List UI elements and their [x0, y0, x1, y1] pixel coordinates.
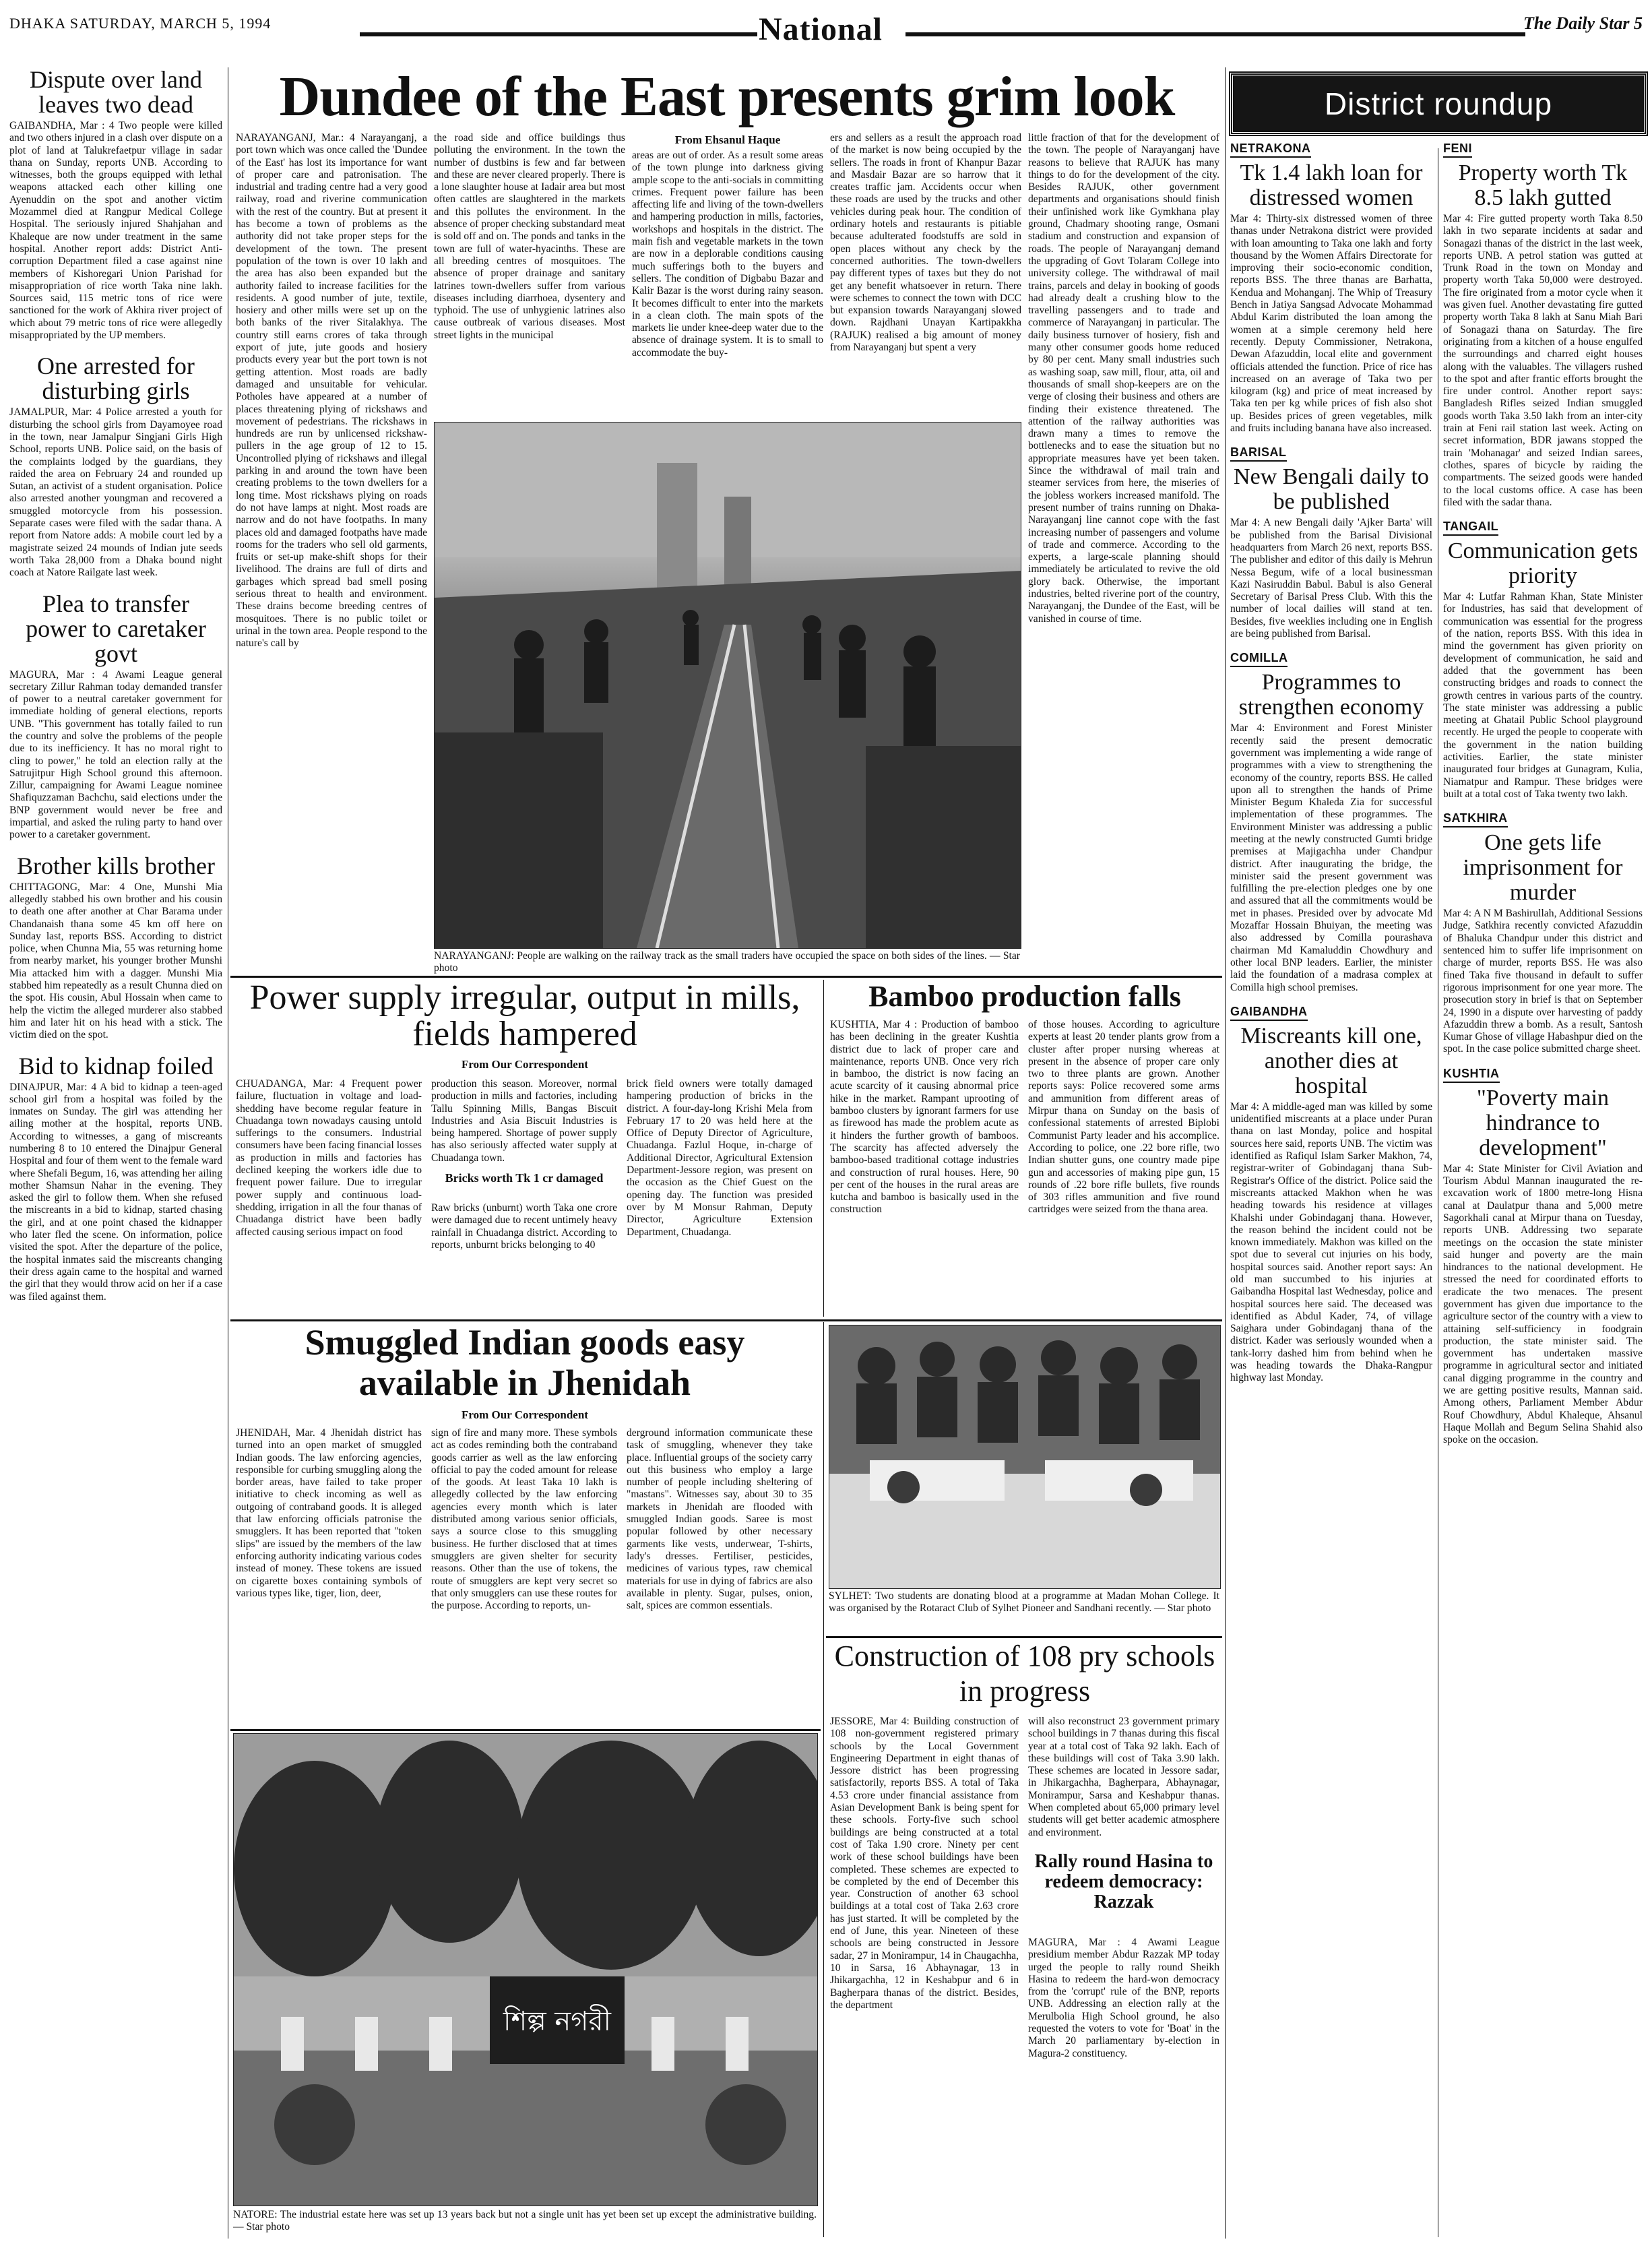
kushtia-body: Mar 4: State Minister for Civil Aviation and Tourism Abdul Mannan inaugurated the re-excavation work of 1800 metre-long Hisna canal at Daulatpur thana and 5,000 metre Sagorkhali canal at Mirpur thana on Tuesday, reports UNB. Addressing two separate meetings on the occasion the state minister said hunger and poverty are the main hindrances to the national development. He stressed the need for coordinated efforts to eradicate the two menaces. The present government has given due importance to the agriculture sector of the country with a view to attaining self-sufficiency in foodgrain production, the state minister said. The government has undertaken massive programme in agricultural sector and initiated canal digging programme in the country and we are getting positive results, Mannan said. Among others, Parliament Member Abdur Rouf Chowdhury, Abdul Khaleque, Ahsanul Haque Mollah and Begum Selina Shahid also spoke on the occasion.: [1443, 1162, 1643, 1446]
feni-headline: Property worth Tk 8.5 lakh gutted: [1458, 160, 1628, 210]
headline-brother: Brother kills brother: [17, 852, 215, 879]
story-arrested: JAMALPUR, Mar: 4 Police arrested a youth for disturbing the school girls from Dayamoyee road in the town, near Jamalpur Singjani Girls High School, reports UNB. Police said, on the basis of the complaints lodged by the guardians, they raided the area on February 24 and rounded up Sutan, an activist of a student organisation. Police also arrested another youngman and recovered a smuggled motorcycle from his possession. Separate cases were filed with the sadar thana. A report from Natore adds: A mobile court led by a magistrate seized 24 mounds of Indian jute seeds worth Taka 28,000 from a Dhaka bound night coach at Natore Railgate last week.: [9, 406, 222, 579]
smuggled-col-2: sign of fire and many more. These symbols act as codes reminding both the contraband goods carrier as well as the law enforcing official to pay the coded amount for release of the goods. At least Taka 10 lakh is allegedly collected by the law enforcing agencies every month which is later distributed among various senior officials, says a source close to this smuggling business. He further disclosed that at times smugglers are given shelter for security reasons. Other than the use of tokens, the route of smugglers are kept very secret so that only smugglers can use these routes for the purpose. According to reports, un-: [431, 1427, 617, 1612]
kushtia-headline: "Poverty main hindrance to development": [1476, 1085, 1610, 1160]
comilla-headline: Programmes to strengthen economy: [1238, 670, 1424, 720]
roundup-banner: [1230, 73, 1647, 135]
satkhira-headline: One gets life imprisonment for murder: [1463, 830, 1623, 906]
headline-plea: Plea to transfer power to caretaker govt: [26, 590, 206, 667]
gaibandha-headline: Miscreants kill one, another dies at hospital: [1240, 1023, 1422, 1098]
bamboo-col-2: of those houses. According to agriculture experts at least 20 tender plants grow from a cluster after proper nursing whereas at present in the absence of proper care only two to three plants are grown. Another reports says: Police recovered some arms and ammunition from different areas of Mirpur thana on Sunday on the basis of confessional statements of arrested Biplobi Communist Party leader and his accomplice. According to police, one .22 bore rifle, two Indian shutter guns, one country made pipe gun and accessories of making pipe gun, 15 rounds of .22 bore rifle bullets, five rounds of 303 rifles ammunition and five round cartridges were seized from the thana area.: [1028, 1019, 1219, 1216]
story-plea: MAGURA, Mar : 4 Awami League general secretary Zillur Rahman today demanded transfer of power to a neutral caretaker government for immediate holding of general elections, reports UNB. "This government has totally failed to run the country and solve the problems of the people due to its inefficiency. It has no moral right to cling to power," he told an election rally at the Satrujitpur High School ground this afternoon. Zillur, campaigning for Awami League nominee Shafiquzzaman Bachchu, said elections under the BNP government would never be free and impartial, and asked the ruling party to hand over power to a caretaker government.: [9, 668, 222, 841]
power-col-2b: Raw bricks (unburnt) worth Taka one crore were damaged due to recent untimely heavy rainfall in Chuadanga district. According to reports, unburnt bricks belonging to 40: [431, 1202, 617, 1251]
satkhira-body: Mar 4: A N M Bashirullah, Additional Sessions Judge, Satkhira recently convicted Afazuddin of Bhaluka Chandpur under this district and sentenced him to suffer life imprisonment on charge of murder, reports BSS. He was also fined Taka five thousand in default to suffer rigorous imprisonment for one year more. The prosecution story in brief is that on September 24, 1990 in a dispute over harvesting of paddy Afazuddin threw a bomb. As a result, Santosh Kumar Ghose of village Habashpur died on the spot. In the case police submitted charge sheet.: [1443, 908, 1643, 1055]
bricks-subhead: Bricks worth Tk 1 cr damaged: [445, 1171, 604, 1185]
bamboo-headline: Bamboo production falls: [868, 980, 1181, 1013]
power-headline: Power supply irregular, output in mills, fields hampered: [249, 978, 800, 1053]
power-col-1: CHUADANGA, Mar: 4 Frequent power failure, fluctuation in voltage and load-shedding have become regular feature in Chuadanga town nowadays causing untold sufferings to the consumers. Industrial consumers have been facing financial losses as production in mills and factories has declined keeping the workers idle due to frequent power failure. Due to irregular power supply and continuous load-shedding, irrigation in all the four thanas of Chuadanga district have been badly affected causing serious impact on food: [236, 1078, 422, 1238]
roundup-col-b: [1443, 142, 1643, 1447]
dateline: DHAKA SATURDAY, MARCH 5, 1994: [9, 15, 272, 32]
region-kushtia: KUSHTIA: [1443, 1067, 1500, 1083]
power-col-3: brick field owners were totally damaged hampering production of bricks in the district. A four-day-long Krishi Mela from February 17 to 20 was held here at the Office of Deputy Director of Agriculture, Chuadanga. Fazlul Hoque, in-charge of Additional Director, Agricultural Extension Department-Jessore region, was present on the occasion as the Chief Guest on the opening day. The function was presided over by M Monsur Rahman, Deputy Director, Agriculture Extension Department, Chuadanga.: [627, 1078, 813, 1238]
roundup-col-a: [1230, 142, 1432, 1385]
industrial-estate-graphic: [234, 1734, 817, 2206]
column-rule: [823, 980, 824, 1317]
tangail-headline: Communication gets priority: [1447, 538, 1639, 589]
barisal-headline: New Bengali daily to be published: [1234, 464, 1429, 515]
column-rule: [823, 1322, 824, 2237]
region-satkhira: SATKHIRA: [1443, 811, 1508, 827]
netrakona-body: Mar 4: Thirty-six distressed women of three thanas under Netrakona district were provided with loan amounting to Taka one lakh and forty thousand by the Women Affairs Directorate for improving their socio-economic condition, reports BSS. The three thanas are Barhatta, Kendua and Mohanganj. The Whip of Treasury Bench in Jatiya Sangsad Advocate Mohammad Abdul Karim distributed the loan among the women at a simple ceremony held here recently. Deputy Commissioner, Netrakona, Dewan Afazuddin, local elite and government officials attended the function. Price of rice has increased on an average of Taka two per kilogram (kg) and price of meat increased by Taka ten per kg while prices of fish also shot up. Besides prices of green vegetables, milk and fruits including banana have also increased.: [1230, 213, 1432, 435]
lead-byline: From Ehsanul Haque: [674, 133, 781, 146]
section-title: National: [759, 11, 883, 47]
rally-headline: Rally round Hasina to redeem democracy: Razzak: [1034, 1851, 1213, 1912]
lead-photo: [434, 422, 1021, 949]
netrakona-headline: Tk 1.4 lakh loan for distressed women: [1240, 160, 1423, 210]
region-comilla: COMILLA: [1230, 651, 1288, 667]
section-divider: [230, 976, 1222, 978]
region-feni: FENI: [1443, 142, 1472, 158]
rally-body: MAGURA, Mar : 4 Awami League presidium member Abdur Razzak MP today urged the people to rally round Sheikh Hasina to redeem the hard-won democracy from the 'corrupt' rule of the BNP, reports UNB. Addressing an election rally at the Merulbolia High School ground, he also requested the voters to vote for 'Boat' in the March 20 parliamentary by-election in Magura-2 constituency.: [1028, 1937, 1219, 2059]
region-gaibandha: GAIBANDHA: [1230, 1005, 1308, 1021]
headline-kidnap: Bid to kidnap foiled: [18, 1052, 214, 1080]
story-kidnap: DINAJPUR, Mar: 4 A bid to kidnap a teen-aged school girl from a hospital was foiled by the inmates on Sunday. The girl was attending her ailing mother at the hospital, reports UNB. According to witnesses, a gang of miscreants numbering 8 to 10 entered the Dinajpur General Hospital and four of them went to the female ward where Shefali Begum, 16, was attending her ailing mother Shamsun Nahar in the evening. They asked the girl to follow them. When she refused the miscreants in a bid to kidnap, started chasing the girl, and at one point chased the kidnapper who later fled the scene. On information, police visited the spot. After the departure of the police, the hospital inmates said the miscreants changing their dress again came to the hospital and warned the girl that they would throw acid on her if a case was filed against them.: [9, 1081, 222, 1303]
schools-col-2: will also reconstruct 23 government primary school buildings in 7 thanas during this fiscal year at a total cost of Taka 92 lakh. Each of these buildings will cost of Taka 3.90 lakh. These schemes are located in Jessore sadar, in Jhikargachha, Bagherpara, Abhaynagar, Monirampur, Sarsa and Keshabpur thanas. When completed about 65,000 primary level students will get better academic atmosphere and environment.: [1028, 1716, 1219, 1838]
natore-caption: NATORE: The industrial estate here was set up 13 years back but not a single unit has yet been set up except the administrative building. — Star photo: [233, 2209, 817, 2232]
region-barisal: BARISAL: [1230, 445, 1287, 462]
smuggled-col-3: derground information communicate these task of smuggling, whenever they take place. Influential groups of the society carry out this business who employ a large number of people including sheltering of "mastans". Witnesses say, about 30 to 35 markets in Jhenidah are flooded with smuggled Indian goods. Saree is most popular followed by other necessary garments like vests, underwear, T-shirts, lady's dresses. Fertiliser, pesticides, medicines of various types, raw chemical materials for use in dying of fabrics are also available in plenty. Sugar, pulses, onion, salt, spices are common essentials.: [627, 1427, 813, 1612]
roundup-banner-title: District roundup: [1324, 86, 1553, 121]
feni-body: Mar 4: Fire gutted property worth Taka 8.50 lakh in two separate incidents at sadar and Sonagazi thanas of the district in the last week, reports UNB. A petrol station was gutted at Trunk Road in the town on Monday and property worth Taka 50,000 were destroyed. The fire originated from a motor cycle when it was given fuel. Another devastating fire gutted property worth Taka 8 lakh at Sanu Miah Bari of Sonagazi thana on Saturday. The fire originating from a kitchen of a house engulfed the surroundings and charred eight houses along with the valuables. The villagers rushed to the spot and after frantic efforts brought the fire under control. Another report says: Bangladesh Rifles seized Indian smuggled goods worth Taka 3.50 lakh from an inter-city train at Feni rail station last week. Acting on secret information, BDR jawans stopped the train 'Mohanagar' and seized Indian sarees, clothes, spares of bicycle by raiding the compartments. The seized goods were handed to the local customs office. A case has been filed with the sadar thana.: [1443, 213, 1643, 508]
blood-donation-graphic: [829, 1325, 1220, 1588]
lead-col-1: NARAYANGANJ, Mar.: 4 Narayanganj, a port town which was once called the 'Dundee of the East' has lost its importance for want of proper care and patronisation. The industrial and trading centre had a very good railway, road and riverine communication with the rest of the country. But at present it has become a town of problems as the authority did not take proper steps for the development of the town. The present population of the town is over 10 lakh and the area has also been expanded but the authority failed to increase facilities for the residents. A good number of jute, textile, hosiery and other mills were set up on the both banks of the river Sitalakhya. The country still earns crores of taka through export of jute, jute goods and hosiery products every year but the port town is not getting attention. Most roads are badly damaged and unsuitable for vehicular. Potholes have appeared at a number of places threatening plying of rickshaws and movement of pedestrians. The rickshaws in hundreds are run by unlicensed rickshaw-pullers in the age group of 12 to 15. Uncontrolled plying of rickshaws and illegal parking in and around the town have been creating problems to the town dwellers for a long time. Most rickshaws plying on roads do not have lamps at night. Most roads are narrow and do not have footpaths. In many places old and damaged footpaths have made rooms for the traders who sell old garments, fruits or set-up make-shift shops for their livelihood. The drains are full of dirts and garbages which spread bad smell posing serious threat to health and environment. These drains become breeding centres of mosquitoes. There is no public toilet or urinal in the town area. People respond to the nature's call by: [236, 132, 427, 650]
section-rule-right: [906, 32, 1525, 36]
power-col-2: production this season. Moreover, normal production in mills and factories, including Tallu Spinning Mills, Bangas Biscuit Industries and Asia Biscuit Industries is being hampered. Shortage of power supply has also seriously affected water supply at Chuadanga town.: [431, 1078, 617, 1164]
headline-arrested: One arrested for disturbing girls: [37, 352, 195, 405]
section-rule-left: [360, 32, 757, 36]
tangail-body: Mar 4: Lutfar Rahman Khan, State Minister for Industries, has said that development of communication was essential for the progress of the nation, reports BSS. With this idea in mind the government has given priority on development of communication, he said and added that the government has been constructing bridges and roads to connect the growth centres in various parts of the country. The state minister was addressing a public meeting at Ghatail Public School playground recently. He urged the people to cooperate with the government in the nation building activities. Earlier, the state minister inaugurated four bridges at Gunagram, Kulia, Niamatpur and Rampur. These bridges were built at a total cost of Taka twenty two lakh.: [1443, 591, 1643, 800]
natore-sign-text: শিল্প নগরী: [503, 2006, 611, 2037]
power-byline: From Our Correspondent: [462, 1058, 588, 1071]
smuggled-byline: From Our Correspondent: [462, 1408, 588, 1421]
sylhet-caption: SYLHET: Two students are donating blood at a programme at Madan Mohan College. It was organised by the Rotaract Club of Sylhet Pioneer and Sandhani recently. — Star photo: [829, 1590, 1219, 1614]
bamboo-col-1: KUSHTIA, Mar 4 : Production of bamboo has been declining in the greater Kushtia district due to lack of proper care and maintenance, reports UNB. Once very rich in bamboo, the district is now facing an acute scarcity of it causing abnormal price hike in the market. Rampant uprooting of bamboo clusters by ignorant farmers for use as firewood has made the problem acute as it hinders the further growth of bamboos. The scarcity has affected adversely the bamboo-based traditional cottage industries and construction of rural houses. Here, 90 per cent of the houses in the rural areas are kutcha and bamboo is basically used in the construction: [830, 1019, 1019, 1216]
column-rule: [1225, 67, 1226, 2239]
smuggled-col-1: JHENIDAH, Mar. 4 Jhenidah district has turned into an open market of smuggled Indian goods. The law enforcing agencies, responsible for curbing smuggling along the border areas, have failed to take proper initiative to check incoming as well as outgoing of contraband goods. It is alleged that law enforcing officials patronise the smugglers. It has been reported that "token slips" are issued by the members of the law enforcing authority indicating various codes instead of money. These tokens are issued on cigarette boxes containing symbols of various types like, tiger, lion, deer,: [236, 1427, 422, 1599]
barisal-body: Mar 4: A new Bengali daily 'Ajker Barta' will be published from the Barisal Divisional headquarters from March 26 next, reports BSS. The publisher and editor of this daily is Mehrun Nessa Begum, wife of a local businessman Kazi Nasiruddin Babul. Babul is also General Secretary of Barisal Press Club. With this the number of local dailies will stand at ten. Besides, five weeklies including one in English are being published from Barisal.: [1230, 517, 1432, 640]
masthead: [9, 8, 1643, 58]
lead-col-2: the road side and office buildings thus polluting the environment. In the town the number of dustbins is few and far between and these are never cleared properly. There is a lone slaughter house at Iadair area but most often cattles are slaughtered in the markets and this pollutes the environment. In the absence of proper checking substandard meat is sold off and on. The ponds and tanks in the town are full of water-hyacinths. These are all breeding centres of mosquitoes. The absence of proper drainage and sanitary latrines town-dwellers suffer from various diseases including diarrhoea, dysentery and typhoid. The use of unhygienic latrines also cause outbreak of various diseases. Most street lights in the municipal: [434, 132, 625, 341]
lead-col-4: ers and sellers as a result the approach road of the market is now being occupied by the sellers. The roads in front of Khanpur Bazar and Masdair Bazar are so harrow that it creates traffic jam. Accidents occur when these roads are used by the trucks and other vehicles during peak hour. The condition of ordinary hotels and restaurants is pitiable because adulterated foodstuffs are sold in open places without any check by the concerned authorities. The town-dwellers pay different types of taxes but they do not get any benefit whatsoever in return. There were schemes to connect the town with DCC but expansion towards Narayanganj slowed down. Rajdhani Unayan Kartipakkha (RAJUK) realised a big amount of money from Narayanganj but spent a very: [830, 132, 1021, 354]
lead-col-3: areas are out of order. As a result some areas of the town plunge into darkness giving ample scope to the anti-socials in committing crimes. Frequent power failure has been affecting life and living of the town-dwellers and hampering production in mills, factories, workshops and hospitals in the district. The main fish and vegetable markets in the town are now in a deplorable conditions causing much sufferings both to the buyers and sellers. The condition of Digbabu Bazar and Kalir Bazar is the worst during rainy season. It becomes difficult to enter into the markets in a clean cloth. The main spots of the markets lie under knee-deep water due to the absence of drainage system. It is to small to accommodate the buy-: [632, 150, 823, 358]
story-dispute: GAIBANDHA, Mar : 4 Two people were killed and two others injured in a clash over dispute on a plot of land at Talukrefaetpur village in sadar thana on Sunday, reports UNB. According to witnesses, both the groups equipped with lethal weapons attacked each other killing one Ayenuddin on the spot and another victim Mozammel died at Rangpur Medical College Hospital. The seriously injured Shahjahan and Khaleque are now under treatment in the same hospital. Another report adds: District Anti-corruption Department filed a case against nine members of Kishoregari Union Parishad for misappropriation of rice worth Taka nine lakh. Sources said, 115 metric tons of rice were sanctioned for the work of Akhira river project of which about 79 metric tons of rice were allegedly misappropriated by the UP members.: [9, 120, 222, 342]
comilla-body: Mar 4: Environment and Forest Minister recently said the present democratic government was implementing a wide range of programmes with a view to strengthening the economy of the country, reports BSS. He called upon all to strengthen the hands of Prime Minister Begum Khaleda Zia for successful implementation of these programmes. The Environment Minister was addressing a public meeting at the newly constructed Gumti bridge premises at Majigachha under Chandpur district. After inaugurating the bridge, the minister said the present government was fulfilling the pre-election pledges one by one and assured that all the commitments would be met in phases. Presided over by advocate Md Mozaffar Hossain Bhuiyan, the meeting was also addressed by Comilla pourashava chairman Md Kamaluddin Chowdhury and other local BNP leaders. Earlier, the minister laid the foundation of a madrasa complex at Comilla high school premises.: [1230, 722, 1432, 993]
paper-name: The Daily Star 5: [1523, 13, 1643, 33]
railway-scene-graphic: [435, 423, 1021, 948]
lead-headline: Dundee of the East presents grim look: [279, 65, 1175, 128]
section-divider: [230, 1319, 1222, 1321]
left-column: [9, 67, 222, 1303]
schools-col-1: JESSORE, Mar 4: Building construction of 108 non-government registered primary schools by the Local Government Engineering Department in eight thanas of Jessore district has been progressing satisfactorily, reports BSS. A total of Taka 4.53 crore under financial assistance from Asian Development Bank is being spent for these schools. Forty-five such school buildings are being constructed at a total cost of Taka 1.90 crore. Ninety per cent work of these school buildings have been completed. These schemes are expected to be completed by the end of December this year. Construction of another 63 school buildings at a total cost of Taka 2.63 crore has just started. It will be completed by the end of June, this year. Nineteen of these schools are being constructed in Jessore sadar, 27 in Monirampur, 14 in Chaugachha, 10 in Sarsa, 16 Abhaynagar, 13 in Jhikargachha, 12 in Keshabpur and 6 in Bagherpara thanas of the district. Besides, the department: [830, 1716, 1019, 2011]
smuggled-headline: Smuggled Indian goods easy available in Jhenidah: [305, 1322, 745, 1403]
region-tangail: TANGAIL: [1443, 520, 1498, 536]
story-brother: CHITTAGONG, Mar: 4 One, Munshi Mia allegedly stabbed his own brother and his cousin to death one after another at Char Barama under Chandanaish thana some 45 km off here on Sunday last, reports BSS. According to district police, when Chunna Mia, 55 was returning home from nearby market, his younger brother Munshi Mia attacked him with a dagger. Munshi Mia stabbed him repeatedly as a result Chunna died on the spot. His cousin, Abul Hossain when came to help the victim the alleged murderer also stabbed him and later hit on his head with a stick. The victim died on the spot.: [9, 881, 222, 1041]
sylhet-photo: [829, 1325, 1221, 1589]
schools-headline: Construction of 108 pry schools in progress: [834, 1639, 1215, 1708]
section-divider: [230, 1729, 821, 1731]
lead-photo-caption: NARAYANGANJ: People are walking on the railway track as the small traders have occupied the space on both sides of the lines. — Star photo: [434, 950, 1020, 974]
natore-photo: [233, 1733, 818, 2206]
region-netrakona: NETRAKONA: [1230, 142, 1311, 158]
lead-col-5: little fraction of that for the development of the town. The people of Narayanganj have reasons to believe that RAJUK has many things to do for the development of the city. Besides RAJUK, other government departments and organisations should finish their unfinished work like Gymkhana play ground, Chadmary shooting range, Osmani stadium and construction and expansion of roads. The people of Narayanganj demand the upgrading of Govt Tolaram College into university college. The withdrawal of mail trains, parcels and delay in booking of goods had already dealt a crushing blow to the travelling passengers and to trade and commerce of Narayanganj in particular. The daily business turnover of hosiery, fish and many other consumer goods home reduced by 80 per cent. Many small industries such as washing soap, saw mill, flour, atta, oil and thousands of small shop-keepers are on the verge of closing their business and others are finding their existence threatened. The attention of the railway authorities was drawn many a times to remove the bottlenecks and to ease the situation but no appropriate measures have yet been taken. Since the withdrawal of mail train and steamer services from here, the miseries of the jobless workers increased manifold. The present number of trains running on Dhaka-Narayanganj line cannot cope with the fast increasing number of passengers and volume of trade and commerce. According to the experts, a large-scale planning should immediately be articulated to revive the old glory back. Otherwise, the important industries, belted riverine port of the country, Narayanganj, the Dundee of the East, will be vanished in course of time.: [1028, 132, 1219, 625]
section-divider: [826, 1636, 1222, 1638]
headline-dispute: Dispute over land leaves two dead: [30, 66, 202, 118]
gaibandha-body: Mar 4: A middle-aged man was killed by some unidentified miscreants at a place under Puran thana on last Monday, police and hospital sources here said, reports UNB. The victim was identified as Rafiqul Islam Sarker Makhon, 74, registrar-writer of Gobindaganj thana Sub-Registrar's Office of the district. Police said the miscreants attacked Makhon when he was heading towards his residence at villages Khalshi under Gobindaganj thana. However, the reason behind the incident could not be known immediately. Makhon was killed on the spot due to several cut injuries on his body, hospital sources said. Another report says: An old man succumbed to his injuries at Gaibandha Hospital last Wednesday, police and hospital sources here said. The deceased was identified as Abdul Kader, 74, of village Saighara under Gobindaganj thana of the district. Kader was seriously wounded when a tank-lorry dashed him from behind when he was heading towards the Dhaka-Rangpur highway last Monday.: [1230, 1100, 1432, 1384]
